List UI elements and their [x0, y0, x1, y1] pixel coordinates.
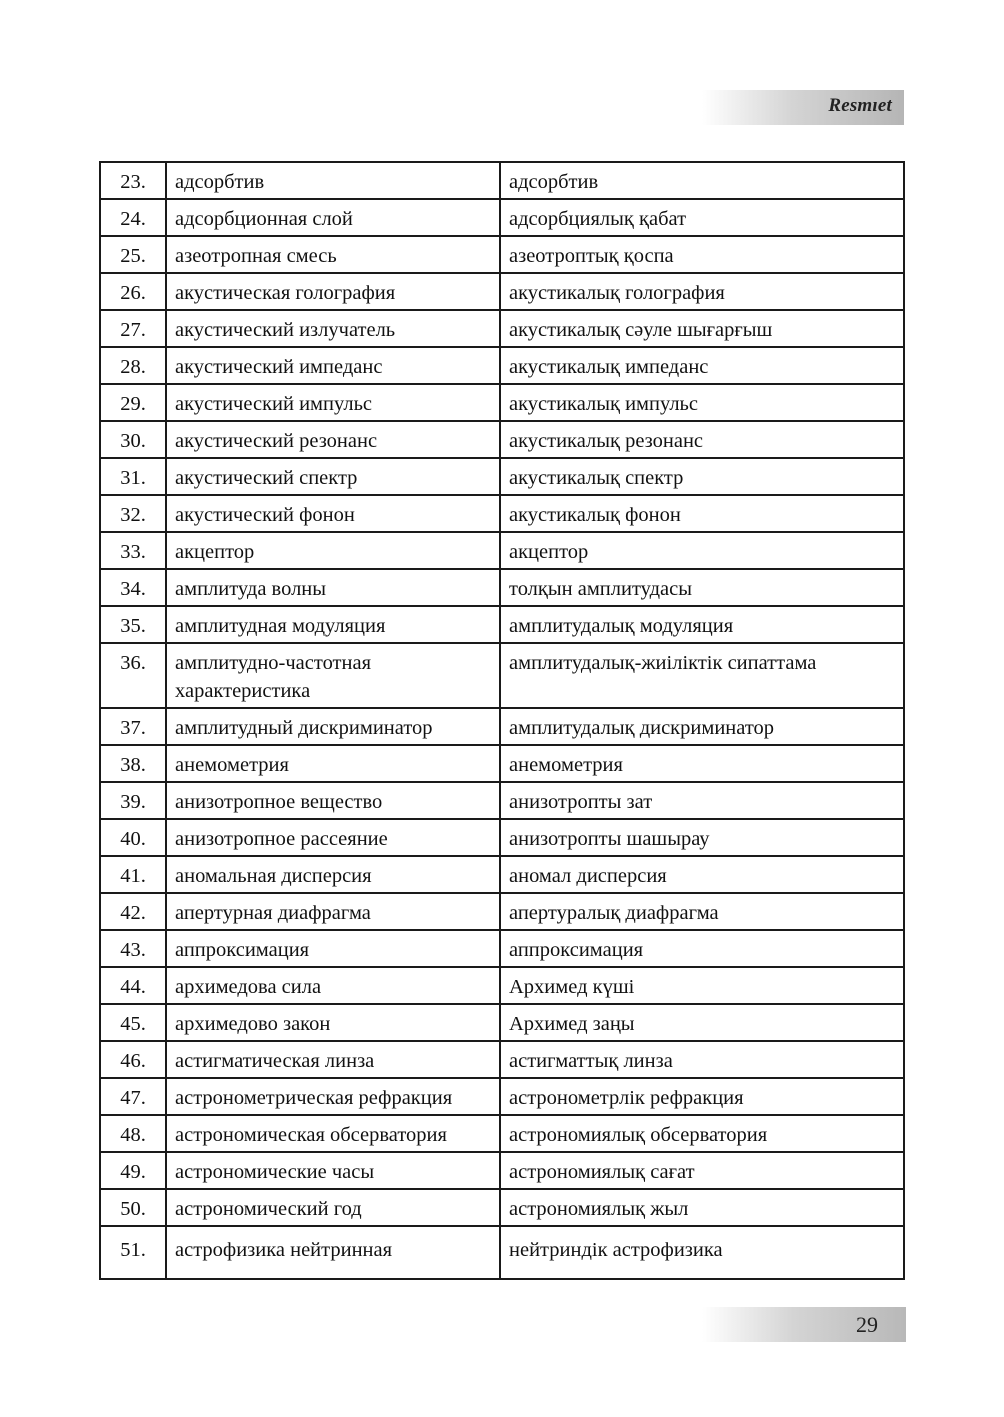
term-russian: апертурная диафрагма [166, 893, 500, 930]
term-russian: архимедово закон [166, 1004, 500, 1041]
table-row [100, 1041, 904, 1078]
table-row [100, 310, 904, 347]
table-row [100, 606, 904, 643]
term-number: 31. [100, 458, 166, 495]
term-russian: аппроксимация [166, 930, 500, 967]
term-russian: анемометрия [166, 745, 500, 782]
term-russian: акустический фонон [166, 495, 500, 532]
table-row [100, 967, 904, 1004]
term-kazakh: анемометрия [500, 745, 904, 782]
term-kazakh: акустикалық импульс [500, 384, 904, 421]
term-russian: амплитудный дискриминатор [166, 708, 500, 745]
term-number: 45. [100, 1004, 166, 1041]
table-row [100, 708, 904, 745]
term-russian: анизотропное вещество [166, 782, 500, 819]
term-number: 30. [100, 421, 166, 458]
term-russian: акцептор [166, 532, 500, 569]
term-kazakh: астронометрлік рефракция [500, 1078, 904, 1115]
term-number: 44. [100, 967, 166, 1004]
term-number: 32. [100, 495, 166, 532]
term-kazakh: Архимед күші [500, 967, 904, 1004]
running-header [702, 90, 904, 125]
term-kazakh: астрономиялық сағат [500, 1152, 904, 1189]
term-kazakh: анизотропты шашырау [500, 819, 904, 856]
term-russian: амплитудно-частотная характеристика [166, 643, 500, 708]
term-kazakh: амплитудалық модуляция [500, 606, 904, 643]
term-kazakh: амплитудалық дискриминатор [500, 708, 904, 745]
term-number: 28. [100, 347, 166, 384]
table-row [100, 1004, 904, 1041]
table-row [100, 930, 904, 967]
term-number: 26. [100, 273, 166, 310]
table-row [100, 458, 904, 495]
term-russian: азеотропная смесь [166, 236, 500, 273]
term-kazakh: астрономиялық обсерватория [500, 1115, 904, 1152]
table-row [100, 745, 904, 782]
term-russian: астигматическая линза [166, 1041, 500, 1078]
table-row [100, 1078, 904, 1115]
term-number: 33. [100, 532, 166, 569]
table-row [100, 236, 904, 273]
page-footer [702, 1307, 906, 1342]
term-kazakh: акустикалық фонон [500, 495, 904, 532]
table-row [100, 495, 904, 532]
term-number: 49. [100, 1152, 166, 1189]
glossary-table-body [100, 162, 904, 1279]
term-russian: амплитуда волны [166, 569, 500, 606]
term-russian: амплитудная модуляция [166, 606, 500, 643]
term-number: 36. [100, 643, 166, 708]
table-row [100, 384, 904, 421]
table-row [100, 162, 904, 199]
term-number: 34. [100, 569, 166, 606]
table-row [100, 819, 904, 856]
term-kazakh: амплитудалық-жиіліктік сипаттама [500, 643, 904, 708]
term-kazakh: акустикалық голография [500, 273, 904, 310]
term-russian: акустическая голография [166, 273, 500, 310]
term-number: 46. [100, 1041, 166, 1078]
term-number: 39. [100, 782, 166, 819]
table-row [100, 347, 904, 384]
term-russian: анизотропное рассеяние [166, 819, 500, 856]
term-number: 41. [100, 856, 166, 893]
page-number: 29 [856, 1312, 878, 1337]
term-kazakh: акцептор [500, 532, 904, 569]
term-kazakh: толқын амплитудасы [500, 569, 904, 606]
term-kazakh: акустикалық резонанс [500, 421, 904, 458]
term-russian: астрономический год [166, 1189, 500, 1226]
term-kazakh: адсорбциялық қабат [500, 199, 904, 236]
term-kazakh: акустикалық сәуле шығарғыш [500, 310, 904, 347]
table-row [100, 1226, 904, 1279]
table-row [100, 569, 904, 606]
term-russian: аномальная дисперсия [166, 856, 500, 893]
term-kazakh: анизотропты зат [500, 782, 904, 819]
term-number: 48. [100, 1115, 166, 1152]
term-number: 27. [100, 310, 166, 347]
table-row [100, 199, 904, 236]
glossary-table [99, 161, 905, 1280]
term-kazakh: астрономиялық жыл [500, 1189, 904, 1226]
term-kazakh: аппроксимация [500, 930, 904, 967]
table-row [100, 1189, 904, 1226]
term-russian: акустический импульс [166, 384, 500, 421]
term-number: 29. [100, 384, 166, 421]
table-row [100, 643, 904, 708]
term-russian: адсорбтив [166, 162, 500, 199]
term-number: 51. [100, 1226, 166, 1279]
table-row [100, 856, 904, 893]
term-kazakh: апертуралық диафрагма [500, 893, 904, 930]
table-row [100, 782, 904, 819]
term-russian: астрономическая обсерватория [166, 1115, 500, 1152]
term-number: 40. [100, 819, 166, 856]
term-kazakh: адсорбтив [500, 162, 904, 199]
term-kazakh: акустикалық спектр [500, 458, 904, 495]
term-russian: адсорбционная слой [166, 199, 500, 236]
term-number: 47. [100, 1078, 166, 1115]
table-row [100, 1152, 904, 1189]
term-number: 23. [100, 162, 166, 199]
term-number: 50. [100, 1189, 166, 1226]
term-kazakh: Архимед заңы [500, 1004, 904, 1041]
term-number: 35. [100, 606, 166, 643]
term-number: 24. [100, 199, 166, 236]
table-row [100, 532, 904, 569]
table-row [100, 1115, 904, 1152]
term-number: 38. [100, 745, 166, 782]
term-russian: акустический спектр [166, 458, 500, 495]
term-russian: акустический излучатель [166, 310, 500, 347]
term-kazakh: азеотроптық қоспа [500, 236, 904, 273]
term-kazakh: акустикалық импеданс [500, 347, 904, 384]
term-number: 42. [100, 893, 166, 930]
table-row [100, 273, 904, 310]
term-number: 25. [100, 236, 166, 273]
term-number: 37. [100, 708, 166, 745]
running-header-title: Resmıet [828, 95, 892, 116]
term-kazakh: нейтриндік астрофизика [500, 1226, 904, 1279]
term-kazakh: астигматтық линза [500, 1041, 904, 1078]
table-row [100, 893, 904, 930]
table-row [100, 421, 904, 458]
term-russian: астрофизика нейтринная [166, 1226, 500, 1279]
term-russian: архимедова сила [166, 967, 500, 1004]
term-russian: астрономические часы [166, 1152, 500, 1189]
term-number: 43. [100, 930, 166, 967]
term-russian: астронометрическая рефракция [166, 1078, 500, 1115]
term-russian: акустический импеданс [166, 347, 500, 384]
term-russian: акустический резонанс [166, 421, 500, 458]
term-kazakh: аномал дисперсия [500, 856, 904, 893]
